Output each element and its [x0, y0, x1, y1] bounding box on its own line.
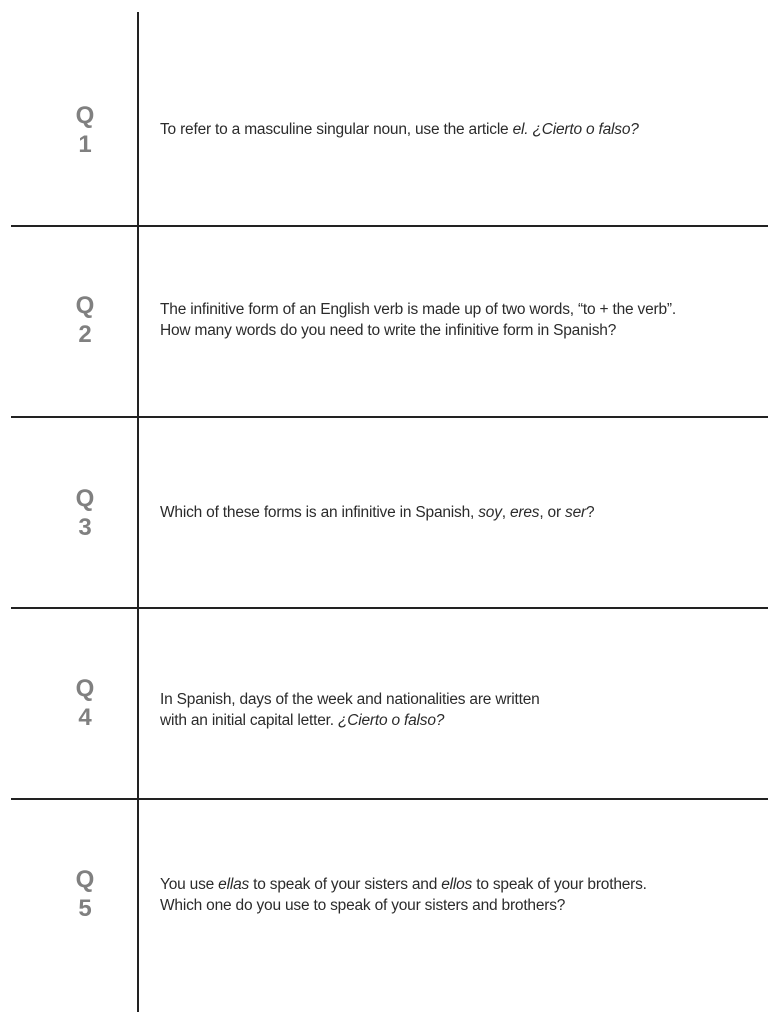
question-line — [160, 322, 616, 339]
question-text-5 — [160, 874, 750, 916]
question-label-4 — [57, 674, 113, 732]
text-segment-italic: el. ¿Cierto o falso? — [512, 121, 639, 138]
text-segment: with an initial capital letter. — [160, 712, 338, 729]
question-label-3 — [57, 484, 113, 542]
text-segment: To refer to a masculine singular noun, use the article — [160, 121, 513, 138]
question-letter: Q — [75, 102, 95, 129]
text-segment-italic: eres — [509, 504, 540, 521]
text-segment-italic: ellos — [441, 876, 473, 893]
question-text-1 — [160, 119, 750, 140]
question-text-3 — [160, 502, 750, 523]
question-letter: Q — [75, 866, 95, 893]
question-number: 1 — [78, 131, 92, 158]
question-text-4 — [160, 689, 750, 731]
text-segment: , or — [539, 504, 566, 521]
text-segment: Which one do you use to speak of your sisters and brothers? — [160, 897, 566, 914]
question-text-2 — [160, 299, 750, 341]
question-line — [160, 121, 639, 138]
question-number: 4 — [78, 704, 92, 731]
question-line — [160, 897, 565, 914]
text-segment: The infinitive form of an English verb is made up of two words, “to + the verb”. — [160, 301, 676, 318]
question-label-2 — [57, 291, 113, 349]
question-letter: Q — [75, 485, 95, 512]
text-segment: ? — [585, 504, 595, 521]
question-line — [160, 712, 444, 729]
question-letter: Q — [75, 675, 95, 702]
row-divider — [11, 225, 768, 227]
question-letter: Q — [75, 292, 95, 319]
text-segment: to speak of your sisters and — [249, 876, 442, 893]
text-segment: You use — [160, 876, 219, 893]
question-label-5 — [57, 865, 113, 923]
text-segment: Which of these forms is an infinitive in Spanish, — [160, 504, 479, 521]
text-segment: to speak of your brothers. — [472, 876, 647, 893]
text-segment: How many words do you need to write the infinitive form in Spanish? — [160, 322, 617, 339]
row-divider — [11, 798, 768, 800]
question-label-1 — [57, 101, 113, 159]
text-segment-italic: ellas — [218, 876, 250, 893]
text-segment-italic: ¿Cierto o falso? — [337, 712, 445, 729]
row-divider — [11, 416, 768, 418]
text-segment: In Spanish, days of the week and nationalities are written — [160, 691, 540, 708]
text-segment-italic: soy — [478, 504, 502, 521]
text-segment-italic: ser — [565, 504, 586, 521]
question-number: 5 — [78, 895, 92, 922]
vertical-divider — [137, 12, 139, 1012]
question-line — [160, 876, 647, 893]
row-divider — [11, 607, 768, 609]
question-number: 3 — [78, 514, 92, 541]
question-line — [160, 691, 540, 708]
question-line — [160, 301, 676, 318]
question-number: 2 — [78, 321, 92, 348]
question-line — [160, 504, 594, 521]
text-segment: , — [501, 504, 510, 521]
